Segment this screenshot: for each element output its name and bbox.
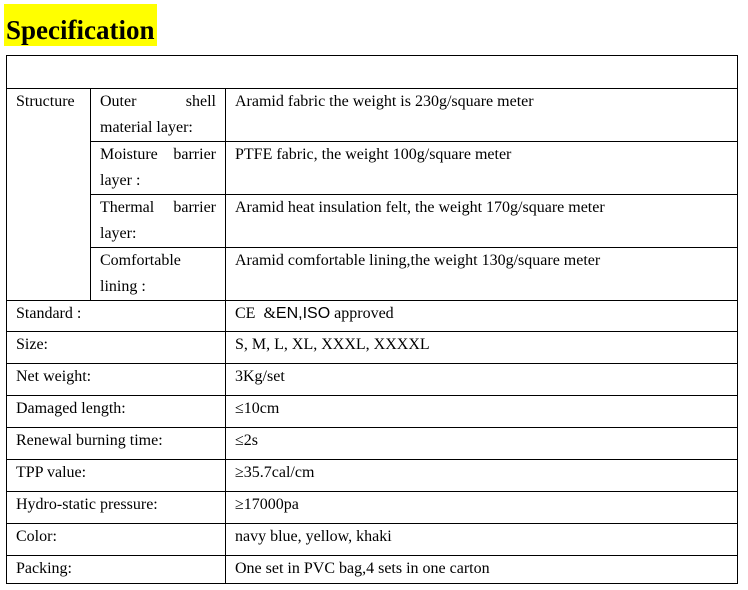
- structure-row: [7, 142, 738, 195]
- standard-row: [7, 301, 738, 332]
- layer-value: Aramid fabric the weight is 230g/square meter: [226, 89, 738, 142]
- structure-row: [7, 195, 738, 248]
- spec-value: navy blue, yellow, khaki: [226, 524, 738, 556]
- spec-row: [7, 364, 738, 396]
- layer-name: Outer shell material layer:: [91, 89, 226, 142]
- spec-label: TPP value:: [7, 460, 226, 492]
- layer-value: PTFE fabric, the weight 100g/square meter: [226, 142, 738, 195]
- table-header-row: [7, 56, 738, 89]
- empty-header-cell: [7, 56, 738, 89]
- structure-row: [7, 89, 738, 142]
- layer-value: Aramid comfortable lining,the weight 130g/square meter: [226, 248, 738, 301]
- spec-label: Damaged length:: [7, 396, 226, 428]
- standard-value-amp: &: [263, 305, 276, 322]
- standard-value: [226, 301, 738, 332]
- spec-label: Net weight:: [7, 364, 226, 396]
- spec-row: [7, 492, 738, 524]
- spec-label: Renewal burning time:: [7, 428, 226, 460]
- standard-value-suffix: approved: [330, 305, 394, 322]
- spec-row: [7, 556, 738, 584]
- layer-name: Thermal barrier layer:: [91, 195, 226, 248]
- spec-value: S, M, L, XL, XXXL, XXXXL: [226, 332, 738, 364]
- spec-value: One set in PVC bag,4 sets in one carton: [226, 556, 738, 584]
- spec-label: Packing:: [7, 556, 226, 584]
- specification-table: [6, 55, 738, 584]
- standard-value-codes: EN,ISO: [275, 305, 331, 322]
- spec-row: [7, 332, 738, 364]
- structure-label: Structure: [7, 89, 91, 301]
- layer-name: Comfortable lining :: [91, 248, 226, 301]
- spec-label: Color:: [7, 524, 226, 556]
- structure-row: [7, 248, 738, 301]
- layer-value: Aramid heat insulation felt, the weight 170g/square meter: [226, 195, 738, 248]
- spec-row: [7, 460, 738, 492]
- layer-name: Moisture barrier layer :: [91, 142, 226, 195]
- spec-row: [7, 524, 738, 556]
- spec-label: Hydro-static pressure:: [7, 492, 226, 524]
- spec-value: ≥35.7cal/cm: [226, 460, 738, 492]
- spec-row: [7, 428, 738, 460]
- spec-row: [7, 396, 738, 428]
- standard-value-prefix: CE: [235, 305, 260, 322]
- standard-label: Standard :: [7, 301, 226, 332]
- spec-value: 3Kg/set: [226, 364, 738, 396]
- spec-value: ≥17000pa: [226, 492, 738, 524]
- spec-value: ≤2s: [226, 428, 738, 460]
- page-title: Specification: [4, 4, 157, 46]
- spec-label: Size:: [7, 332, 226, 364]
- spec-value: ≤10cm: [226, 396, 738, 428]
